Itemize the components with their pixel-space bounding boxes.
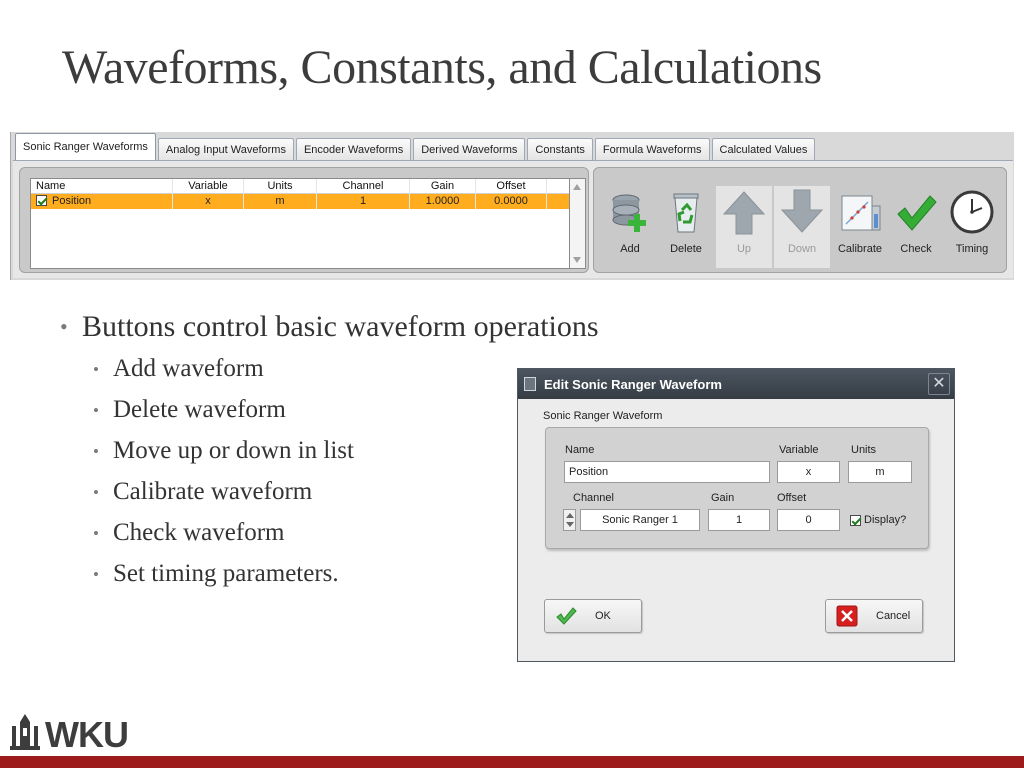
tab-derived-waveforms[interactable]: Derived Waveforms	[413, 138, 525, 160]
stepper-down-icon[interactable]	[566, 522, 574, 527]
up-button[interactable]	[716, 186, 772, 268]
col-header-units[interactable]: Units	[244, 179, 317, 194]
offset-label: Offset	[777, 492, 807, 504]
units-label: Units	[851, 444, 877, 456]
grid-scrollbar[interactable]	[570, 178, 586, 269]
ok-button[interactable]	[544, 599, 642, 633]
waveform-grid-frame	[19, 167, 589, 273]
channel-field[interactable]: Sonic Ranger 1	[580, 509, 700, 531]
check-button-label: Check	[900, 243, 932, 255]
checkmark-icon	[555, 605, 577, 627]
dialog-title: Edit Sonic Ranger Waveform	[544, 376, 722, 392]
gain-field[interactable]: 1	[708, 509, 770, 531]
scroll-down-arrow-icon[interactable]	[573, 257, 581, 263]
cell-variable: x	[173, 194, 244, 209]
name-field[interactable]: Position	[564, 461, 770, 483]
timing-button-label: Timing	[955, 243, 989, 255]
clock-icon	[948, 188, 996, 236]
check-button[interactable]	[888, 186, 944, 268]
channel-label: Channel	[573, 492, 614, 504]
col-header-offset[interactable]: Offset	[476, 179, 547, 194]
col-header-channel[interactable]: Channel	[317, 179, 410, 194]
footer-bar	[0, 756, 1024, 768]
waveform-tabs	[15, 134, 817, 160]
cell-offset: 0.0000	[476, 194, 547, 209]
calibrate-button-label: Calibrate	[837, 243, 883, 255]
logo-wordmark: WKU	[45, 714, 128, 755]
bullet-main: • Buttons control basic waveform operations	[60, 310, 599, 344]
calibrate-chart-icon	[836, 188, 884, 236]
grid-header-row	[31, 179, 569, 194]
display-label: Display?	[864, 514, 907, 526]
delete-button[interactable]	[658, 186, 714, 268]
tab-sonic-ranger-waveforms[interactable]: Sonic Ranger Waveforms	[15, 133, 156, 160]
down-button[interactable]	[774, 186, 830, 268]
recycle-bin-icon	[662, 188, 710, 236]
calibrate-button[interactable]	[832, 186, 888, 268]
variable-field[interactable]: x	[777, 461, 840, 483]
units-field[interactable]: m	[848, 461, 912, 483]
cell-name-text: Position	[52, 195, 92, 207]
slide-title: Waveforms, Constants, and Calculations	[62, 41, 822, 94]
down-button-label: Down	[787, 243, 817, 255]
sub-bullet: • Move up or down in list	[60, 432, 599, 473]
display-checkbox[interactable]	[850, 515, 861, 526]
window-app-icon	[524, 377, 536, 391]
cancel-button-label: Cancel	[876, 610, 911, 622]
arrow-up-icon	[720, 188, 768, 236]
sub-bullet: • Add waveform	[60, 350, 599, 391]
variable-label: Variable	[779, 444, 819, 456]
wku-logo	[8, 710, 128, 755]
dialog-titlebar[interactable]	[518, 369, 954, 399]
col-header-name[interactable]: Name	[31, 179, 173, 194]
stepper-up-icon[interactable]	[566, 513, 574, 518]
cancel-x-icon	[836, 605, 858, 627]
sub-bullet: • Delete waveform	[60, 391, 599, 432]
cancel-button[interactable]	[825, 599, 923, 633]
gain-label: Gain	[711, 492, 735, 504]
sub-bullet: • Set timing parameters.	[60, 555, 599, 596]
add-button[interactable]	[602, 186, 658, 268]
add-button-label: Add	[620, 243, 640, 255]
add-waveform-icon	[606, 188, 654, 236]
checkmark-icon	[892, 188, 940, 236]
toolbar	[593, 167, 1007, 273]
scroll-up-arrow-icon[interactable]	[573, 184, 581, 190]
edit-waveform-dialog	[517, 368, 955, 662]
up-button-label: Up	[736, 243, 752, 255]
sub-bullet: • Calibrate waveform	[60, 473, 599, 514]
timing-button[interactable]	[944, 186, 1000, 268]
waveform-grid[interactable]	[30, 178, 570, 269]
offset-field[interactable]: 0	[777, 509, 840, 531]
table-row[interactable]	[31, 194, 569, 209]
tab-content	[13, 160, 1013, 278]
close-icon[interactable]: ✕	[928, 373, 950, 395]
tab-calculated-values[interactable]: Calculated Values	[712, 138, 816, 160]
name-label: Name	[565, 444, 595, 456]
sub-bullet: • Check waveform	[60, 514, 599, 555]
ok-button-label: OK	[595, 610, 611, 622]
tab-constants[interactable]: Constants	[527, 138, 593, 160]
delete-button-label: Delete	[670, 243, 702, 255]
waveform-panel	[10, 132, 1014, 280]
waveform-fields-group	[545, 427, 929, 549]
col-header-gain[interactable]: Gain	[410, 179, 476, 194]
cell-name	[31, 194, 173, 209]
group-caption: Sonic Ranger Waveform	[543, 410, 663, 422]
cell-channel: 1	[317, 194, 410, 209]
arrow-down-icon	[778, 188, 826, 236]
tab-analog-input-waveforms[interactable]: Analog Input Waveforms	[158, 138, 294, 160]
cell-units: m	[244, 194, 317, 209]
tab-formula-waveforms[interactable]: Formula Waveforms	[595, 138, 710, 160]
cupola-logo-icon	[8, 712, 42, 752]
cell-gain: 1.0000	[410, 194, 476, 209]
tab-encoder-waveforms[interactable]: Encoder Waveforms	[296, 138, 411, 160]
display-checkbox-wrap[interactable]	[850, 514, 906, 526]
channel-stepper[interactable]	[563, 509, 576, 531]
row-display-checkbox[interactable]	[36, 195, 47, 206]
col-header-variable[interactable]: Variable	[173, 179, 244, 194]
